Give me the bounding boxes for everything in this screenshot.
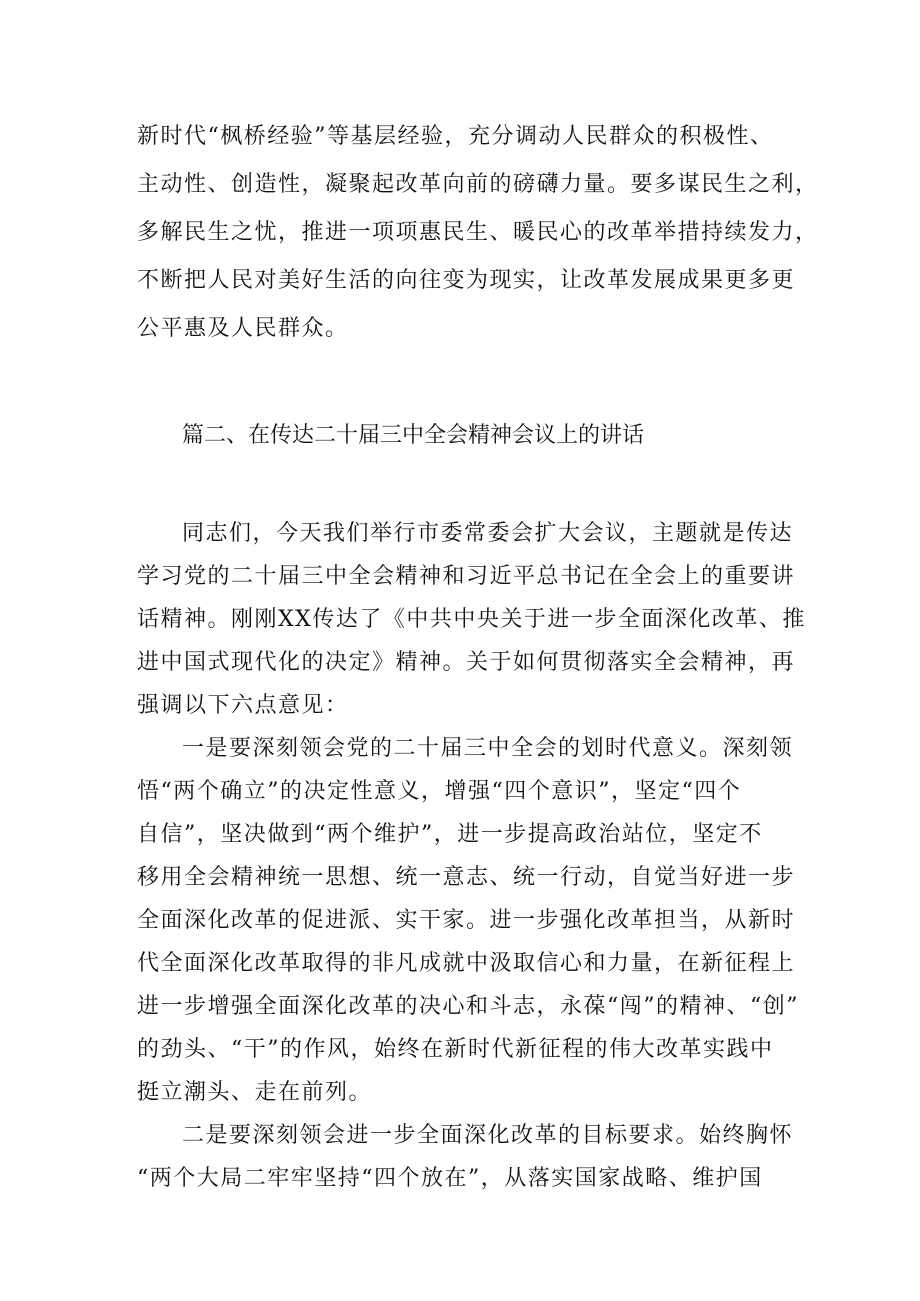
paragraph-line: 一是要深刻领会党的二十届三中全会的划时代意义。深刻领	[182, 736, 794, 761]
paragraph-line: 移用全会精神统一思想、统一意志、统一行动，自觉当好进一步	[137, 865, 796, 890]
paragraph-line: 强调以下六点意见：	[137, 693, 349, 718]
paragraph-line: 学习党的二十届三中全会精神和习近平总书记在全会上的重要讲	[137, 564, 796, 589]
paragraph-line: 公平惠及人民群众。	[137, 316, 349, 341]
paragraph-line: 多解民生之忧，推进一项项惠民生、暖民心的改革举措持续发力，	[137, 220, 819, 245]
paragraph-line: “两个大局二牢牢坚持“四个放在”，从落实国家战略、维护国	[137, 1166, 763, 1191]
paragraph-line: 自信”，坚决做到“两个维护”，进一步提高政治站位，坚定不	[137, 822, 763, 847]
paragraph-line: 同志们，今天我们举行市委常委会扩大会议，主题就是传达	[182, 521, 794, 546]
paragraph-line: 进中国式现代化的决定》精神。关于如何贯彻落实全会精神，再	[137, 650, 796, 675]
paragraph-line: 二是要深刻领会进一步全面深化改革的目标要求。始终胸怀	[182, 1123, 794, 1148]
paragraph-line: 挺立潮头、走在前列。	[137, 1080, 373, 1105]
paragraph-line: 新时代“枫桥经验”等基层经验，充分调动人民群众的积极性、	[137, 124, 774, 149]
paragraph-line: 话精神。刚刚XX传达了《中共中央关于进一步全面深化改革、推	[137, 607, 806, 632]
paragraph-line: 主动性、创造性，凝聚起改革向前的磅礴力量。要多谋民生之利，	[137, 172, 819, 197]
section-title: 篇二、在传达二十届三中全会精神会议上的讲话	[182, 423, 645, 448]
paragraph-line: 代全面深化改革取得的非凡成就中汲取信心和力量，在新征程上	[137, 951, 796, 976]
paragraph-line: 的劲头、“干”的作风，始终在新时代新征程的伟大改革实践中	[137, 1037, 774, 1062]
paragraph-line: 不断把人民对美好生活的向往变为现实，让改革发展成果更多更	[137, 268, 796, 293]
paragraph-line: 全面深化改革的促进派、实干家。进一步强化改革担当，从新时	[137, 908, 796, 933]
paragraph-line: 进一步增强全面深化改革的决心和斗志，永葆“闯”的精神、“创”	[137, 994, 799, 1019]
paragraph-line: 悟“两个确立”的决定性意义，增强“四个意识”，坚定“四个	[137, 779, 742, 804]
